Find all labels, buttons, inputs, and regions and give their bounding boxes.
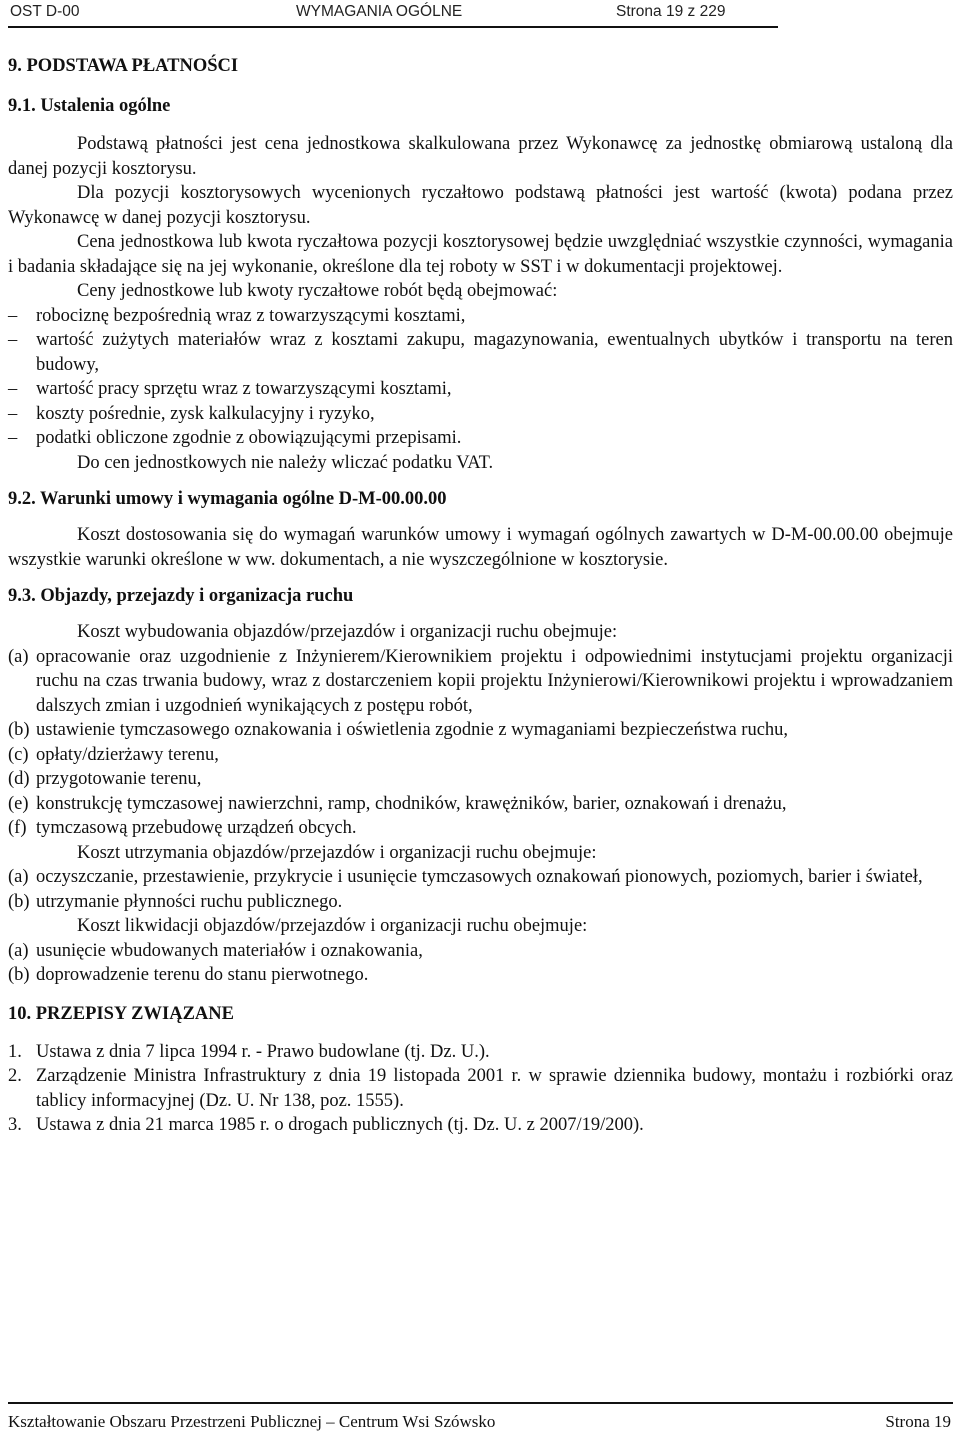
section-9-3-heading: 9.3. Objazdy, przejazdy i organizacja ruchu <box>8 586 354 606</box>
header-doc-title: WYMAGANIA OGÓLNE <box>296 3 463 20</box>
build-cost-list <box>8 645 953 841</box>
list-item: – podatki obliczone zgodnie z obowiązującymi przepisami. <box>8 426 953 451</box>
dash-bullet: – <box>8 305 18 326</box>
list-item: 3. Ustawa z dnia 21 marca 1985 r. o drogach publicznych (tj. Dz. U. z 2007/19/200). <box>8 1115 644 1135</box>
removal-cost-list <box>8 939 953 988</box>
list-item: (a) usunięcie wbudowanych materiałów i oznakowania, <box>8 940 423 961</box>
list-item: (a) oczyszczanie, przestawienie, przykrycie i usunięcie tymczasowych oznakowań pionowych, poziomych, barier i świateł, <box>8 867 923 887</box>
header-page-number: Strona 19 z 229 <box>616 3 726 20</box>
header-doc-code: OST D-00 <box>10 3 80 20</box>
dash-bullet: – <box>8 428 18 448</box>
page-header <box>8 0 778 28</box>
section-9-heading: 9. PODSTAWA PŁATNOŚCI <box>8 56 239 76</box>
dash-bullet: – <box>8 403 18 424</box>
paragraph-9-1-1: Podstawą płatności jest cena jednostkowa skalkulowana przez Wykonawcę za jednostkę obmiarową ustaloną dla danej pozycji kosztorysu. <box>8 134 953 179</box>
list-item: 2. Zarządzenie Ministra Infrastruktury z dnia 19 listopada 2001 r. w sprawie dziennika budowy, montażu i rozbiórki oraz tablicy informacyjnej (Dz. U. Nr 138, poz. 1555). <box>8 1066 953 1111</box>
list-item: – robociznę bezpośrednią wraz z towarzyszącymi kosztami, <box>8 304 953 329</box>
page-footer <box>8 1402 953 1434</box>
list-item: 1. Ustawa z dnia 7 lipca 1994 r. - Prawo budowlane (tj. Dz. U.). <box>8 1041 490 1062</box>
list-item: (e) konstrukcję tymczasowej nawierzchni, ramp, chodników, krawężników, barier, oznakowań i drenażu, <box>8 793 787 814</box>
regulations-list <box>8 1040 953 1138</box>
list-item: (b) doprowadzenie terenu do stanu pierwotnego. <box>8 965 369 985</box>
vat-note: Do cen jednostkowych nie należy wliczać podatku VAT. <box>77 452 494 473</box>
paragraph-9-3-remove: Koszt likwidacji objazdów/przejazdów i organizacji ruchu obejmuje: <box>77 916 588 936</box>
paragraph-9-3-maintain: Koszt utrzymania objazdów/przejazdów i organizacji ruchu obejmuje: <box>77 842 597 863</box>
list-item: – koszty pośrednie, zysk kalkulacyjny i ryzyko, <box>8 402 953 427</box>
list-item: – wartość zużytych materiałów wraz z kosztami zakupu, magazynowania, ewentualnych ubytków i transportu na teren budowy, <box>8 330 953 375</box>
dash-bullet: – <box>8 379 18 399</box>
document-body <box>8 54 953 1138</box>
footer-project-name: Kształtowanie Obszaru Przestrzeni Publicznej – Centrum Wsi Szówsko <box>8 1412 496 1431</box>
paragraph-9-2: Koszt dostosowania się do wymagań warunków umowy i wymagań ogólnych zawartych w D-M-00.00.00 obejmuje wszystkie warunki określone w ww. dokumentach, a nie wyszczególnione w kosztorysie. <box>8 525 953 570</box>
list-item: (b) ustawienie tymczasowego oznakowania i oświetlenia zgodnie z wymaganiami bezpieczeństwa ruchu, <box>8 720 789 740</box>
list-item: (d) przygotowanie terenu, <box>8 769 202 789</box>
list-item: (a) opracowanie oraz uzgodnienie z Inżynierem/Kierownikiem projektu i odpowiednimi instytucjami projektu organizacji ruchu na czas trwania budowy, wraz z dostarczeniem kopii projektu Inżynierowi/Kierownikowi projektu i wprowadzaniem dalszych zmian i uzgodnień wynikających z postępu robót, <box>8 646 953 716</box>
cost-components-list <box>8 304 953 451</box>
paragraph-9-3-build: Koszt wybudowania objazdów/przejazdów i organizacji ruchu obejmuje: <box>77 622 618 642</box>
list-item: (b) utrzymanie płynności ruchu publicznego. <box>8 891 343 912</box>
section-9-2-heading: 9.2. Warunki umowy i wymagania ogólne D-M-00.00.00 <box>8 489 447 509</box>
paragraph-9-1-3: Cena jednostkowa lub kwota ryczałtowa pozycji kosztorysowej będzie uwzględniać wszystkie czynności, wymagania i badania składające się na jej wykonanie, określone dla tej roboty w SST i w dokumentacji projektowej. <box>8 232 953 277</box>
section-10-heading: 10. PRZEPISY ZWIĄZANE <box>8 1003 234 1024</box>
section-9-1-heading: 9.1. Ustalenia ogólne <box>8 96 171 116</box>
maintenance-cost-list <box>8 865 953 914</box>
paragraph-9-1-2: Dla pozycji kosztorysowych wycenionych ryczałtowo podstawą płatności jest wartość (kwota) podana przez Wykonawcę w danej pozycji kosztorysu. <box>8 183 953 228</box>
footer-page-number: Strona 19 <box>885 1412 951 1431</box>
list-item: – wartość pracy sprzętu wraz z towarzyszącymi kosztami, <box>8 377 953 402</box>
paragraph-9-1-4: Ceny jednostkowe lub kwoty ryczałtowe robót będą obejmować: <box>77 281 558 301</box>
list-item: (f) tymczasową przebudowę urządzeń obcych. <box>8 818 357 838</box>
dash-bullet: – <box>8 330 18 350</box>
list-item: (c) opłaty/dzierżawy terenu, <box>8 744 219 765</box>
